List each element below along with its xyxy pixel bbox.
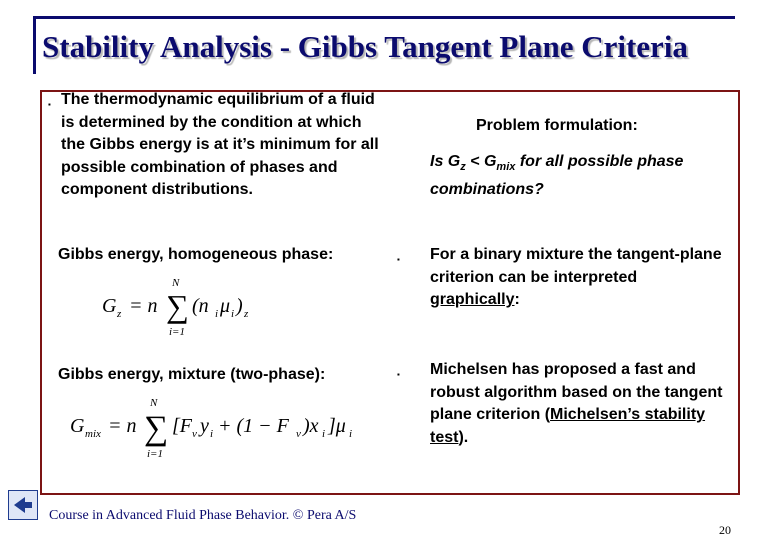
svg-text:i=1: i=1: [147, 448, 163, 459]
svg-text:i: i: [210, 428, 214, 440]
svg-text:∑: ∑: [166, 288, 189, 324]
bullet-marker: ▪: [397, 370, 400, 379]
binary-bullet-text: For a binary mixture the tangent-plane criterion can be interpreted graphically:: [430, 246, 722, 308]
svg-text:]μ: ]μ: [328, 415, 346, 437]
svg-text:i=1: i=1: [169, 326, 185, 337]
svg-text:y: y: [200, 415, 209, 437]
svg-text:i: i: [322, 428, 326, 440]
graphically-link[interactable]: graphically: [430, 291, 515, 308]
svg-text:v: v: [192, 428, 197, 440]
svg-text:= n: = n: [129, 295, 158, 317]
svg-text:i: i: [215, 308, 219, 320]
bullet-marker: ▪: [397, 255, 400, 264]
svg-text:∑: ∑: [144, 410, 169, 447]
intro-bullet-text: The thermodynamic equilibrium of a fluid is determined by the condition at which the Gibbs energy is at it’s minimum for all possible combination of phases and component distributions.: [61, 91, 379, 198]
svg-text:N: N: [172, 277, 180, 289]
page-number: 20: [719, 523, 731, 537]
svg-text:)x: )x: [303, 415, 319, 437]
michelsen-bullet-text: Michelsen has proposed a fast and robust algorithm based on the tangent plane criterion (Michelsen’s stability test).: [430, 361, 723, 446]
svg-text:= n: = n: [108, 415, 137, 437]
svg-text:i: i: [349, 428, 353, 440]
michelsen-stability-test-link[interactable]: Michelsen’s stability test: [430, 406, 706, 446]
svg-text:i: i: [231, 308, 235, 320]
gibbs-homogeneous-label: Gibbs energy, homogeneous phase:: [58, 246, 334, 263]
svg-text:N: N: [150, 397, 158, 409]
bullet-marker: ▪: [48, 100, 51, 109]
title-frame-left: [33, 16, 36, 74]
svg-text:z: z: [244, 308, 249, 320]
svg-text:G: G: [102, 295, 117, 317]
back-arrow-icon[interactable]: [8, 490, 38, 520]
svg-text:μ: μ: [220, 295, 231, 317]
formula-mixture: [68, 397, 368, 459]
svg-text:+ (1 − F: + (1 − F: [218, 415, 289, 437]
svg-text:z: z: [117, 308, 122, 320]
svg-text:v: v: [296, 428, 301, 440]
slide-title: Stability Analysis - Gibbs Tangent Plane Criteria: [42, 29, 688, 64]
svg-text:): ): [236, 295, 243, 317]
svg-text:(n: (n: [192, 295, 209, 317]
svg-text:[F: [F: [172, 415, 192, 437]
problem-heading: Problem formulation:: [476, 117, 638, 134]
svg-text:mix: mix: [85, 428, 101, 440]
gibbs-mixture-label: Gibbs energy, mixture (two-phase):: [58, 366, 326, 383]
title-frame-top: [33, 16, 735, 19]
footer-course-text: Course in Advanced Fluid Phase Behavior. © Pera A/S: [49, 508, 357, 523]
svg-text:G: G: [70, 415, 85, 437]
formula-homogeneous: [100, 277, 260, 337]
problem-question: Is $G_z < G_{mix}$ for all possible phase combinations?: [430, 153, 684, 198]
